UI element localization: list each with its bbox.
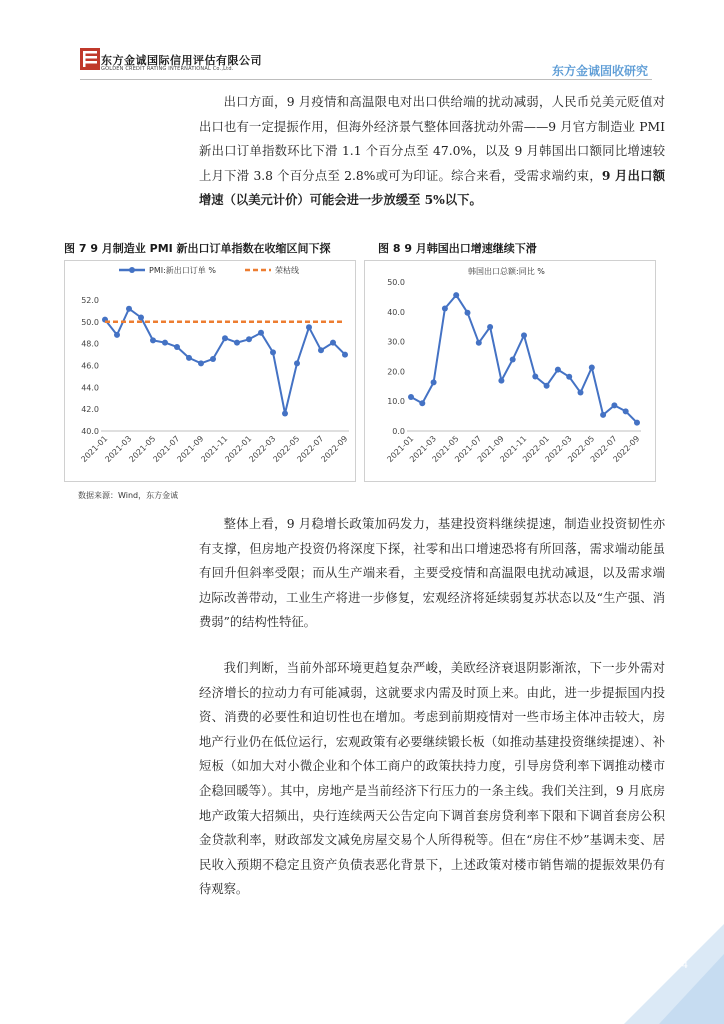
x-tick-label: 2022-01: [521, 434, 552, 465]
data-point: [510, 356, 516, 362]
paragraph-judgment-text: 我们判断，当前外部环境更趋复杂严峻，美欧经济衰退阴影渐浓，下一步外需对经济增长的拉动力有可能减弱，这就要求内需及时顶上来。由此，进一步提振国内投资、消费的必要性和迫切性也在增加。考虑到前期疫情对一些市场主体冲击较大，房地产行业仍在低位运行，宏观政策有必要继续锻长板（如推动基建投资继续提速）、补短板（如加大对小微企业和个体工商户的政策扶持力度，引导房贷利率下调推动楼市企稳回暖等）。其中，房地产是当前经济下行压力的一条主线。我们关注到，9 月底房地产政策大招频出，央行连续两天公告定向下调首套房贷利率下限和下调首套房公积金贷款利率，财政部发文减免房屋交易个人所得税等。但在“房住不炒”基调未变、居民收入预期不稳定且资产负债表恶化背景下，上述政策对楼市销售端的提振效果仍有待观察。: [199, 661, 665, 897]
x-tick-label: 2022-09: [319, 434, 350, 465]
x-tick-label: 2022-05: [566, 434, 597, 465]
data-point: [234, 340, 240, 346]
x-tick-label: 2022-01: [223, 434, 254, 465]
y-tick-label: 20.0: [387, 367, 405, 377]
x-tick-label: 2021-09: [175, 434, 206, 465]
x-tick-label: 2021-01: [79, 434, 110, 465]
data-point: [600, 412, 606, 418]
y-tick-label: 50.0: [81, 317, 99, 327]
data-point: [306, 324, 312, 330]
y-tick-label: 40.0: [387, 307, 405, 317]
data-point: [532, 373, 538, 379]
data-point: [555, 367, 561, 373]
header-brand: 东方金诚固收研究: [551, 64, 648, 78]
x-tick-label: 2021-07: [453, 434, 484, 465]
legend-label: 荣枯线: [275, 266, 299, 275]
header-divider: [80, 79, 652, 80]
data-point: [282, 411, 288, 417]
legend-label: 韩国出口总额:同比 %: [468, 267, 545, 276]
data-point: [258, 330, 264, 336]
data-source: 数据来源：Wind，东方金诚: [78, 491, 179, 500]
data-point: [634, 420, 640, 426]
y-tick-label: 0.0: [392, 427, 405, 436]
data-point: [114, 332, 120, 338]
x-tick-label: 2021-03: [408, 434, 439, 465]
paragraph-judgment: [199, 656, 665, 902]
data-point: [294, 360, 300, 366]
data-point: [138, 314, 144, 320]
data-point: [431, 379, 437, 385]
x-tick-label: 2021-05: [127, 434, 158, 465]
data-point: [162, 340, 168, 346]
company-logo-icon: [80, 48, 100, 70]
corner-decoration: [604, 924, 724, 1024]
y-tick-label: 46.0: [81, 361, 99, 371]
paragraph-export-conclusion: 9 月出口额增速（以美元计价）可能会进一步放缓至 5%以下。: [199, 167, 665, 208]
y-tick-label: 10.0: [387, 397, 405, 407]
legend-label: PMI:新出口订单 %: [149, 266, 216, 275]
data-point: [487, 324, 493, 330]
y-tick-label: 40.0: [81, 427, 99, 436]
x-tick-label: 2021-01: [385, 434, 416, 465]
data-point: [186, 355, 192, 361]
data-point: [544, 383, 550, 389]
data-point: [442, 306, 448, 312]
data-point: [174, 344, 180, 350]
figure8-title: 图 8 9 月韩国出口增速继续下滑: [378, 242, 537, 255]
data-point: [578, 390, 584, 396]
x-tick-label: 2022-09: [611, 434, 642, 465]
figure7-chart: [64, 260, 356, 482]
data-point: [419, 400, 425, 406]
x-tick-label: 2021-09: [475, 434, 506, 465]
x-tick-label: 2022-03: [247, 434, 278, 465]
y-tick-label: 30.0: [387, 337, 405, 347]
data-point: [210, 356, 216, 362]
data-point: [222, 335, 228, 341]
data-point: [246, 336, 252, 342]
y-tick-label: 42.0: [81, 405, 99, 415]
data-point: [465, 310, 471, 316]
paragraph-overall: [199, 512, 665, 635]
y-tick-label: 48.0: [81, 339, 99, 349]
x-tick-label: 2022-07: [588, 434, 619, 465]
figure8-chart: [364, 260, 656, 482]
data-point: [611, 402, 617, 408]
x-tick-label: 2022-07: [295, 434, 326, 465]
data-point: [476, 340, 482, 346]
x-tick-label: 2022-03: [543, 434, 574, 465]
x-tick-label: 2021-11: [498, 434, 529, 465]
data-point: [330, 340, 336, 346]
data-point: [566, 374, 572, 380]
data-point: [318, 347, 324, 353]
data-point: [498, 378, 504, 384]
x-tick-label: 2022-05: [271, 434, 302, 465]
legend-marker: [129, 267, 135, 273]
data-point: [270, 349, 276, 355]
data-point: [342, 352, 348, 358]
paragraph-overall-text: 整体上看，9 月稳增长政策加码发力，基建投资料继续提速，制造业投资韧性亦有支撑，但房地产投资仍将深度下探，社零和出口增速恐将有所回落，需求端动能虽有回升但斜率受限；而从生产端来看，主要受疫情和高温限电扰动减退，以及需求端边际改善带动，工业生产将进一步修复，宏观经济将延续弱复苏状态以及“生产强、消费弱”的结构性特征。: [199, 517, 665, 630]
data-point: [521, 332, 527, 338]
figure7-title: 图 7 9 月制造业 PMI 新出口订单指数在收缩区间下探: [64, 242, 331, 255]
x-tick-label: 2021-05: [430, 434, 461, 465]
x-tick-label: 2021-03: [103, 434, 134, 465]
company-name-en: GOLDEN CREDIT RATING INTERNATIONAL Co.,Ltd.: [101, 66, 234, 72]
data-point: [126, 306, 132, 312]
data-point: [150, 337, 156, 343]
y-tick-label: 44.0: [81, 383, 99, 393]
page-header: [0, 0, 724, 80]
data-point: [198, 360, 204, 366]
x-tick-label: 2021-07: [151, 434, 182, 465]
data-point: [408, 394, 414, 400]
data-point: [623, 408, 629, 414]
paragraph-export-text: 出口方面，9 月疫情和高温限电对出口供给端的扰动减弱，人民币兑美元贬值对出口也有一定提振作用，但海外经济景气整体回落扰动外需——9 月官方制造业 PMI 新出口订单指数环比下滑 1.1 个百分点至 47.0%，以及 9 月韩国出口额同比增速较上月下滑 3.8 个百分点至 2.8%或可为印证。综合来看，受需求端约束，: [199, 95, 665, 183]
company-name-cn: 东方金诚国际信用评估有限公司: [101, 54, 262, 67]
paragraph-export: [199, 90, 665, 213]
x-tick-label: 2021-11: [199, 434, 230, 465]
page-number: 4: [681, 960, 688, 971]
y-tick-label: 50.0: [387, 278, 405, 287]
y-tick-label: 52.0: [81, 296, 99, 305]
data-point: [453, 292, 459, 298]
data-point: [589, 365, 595, 371]
